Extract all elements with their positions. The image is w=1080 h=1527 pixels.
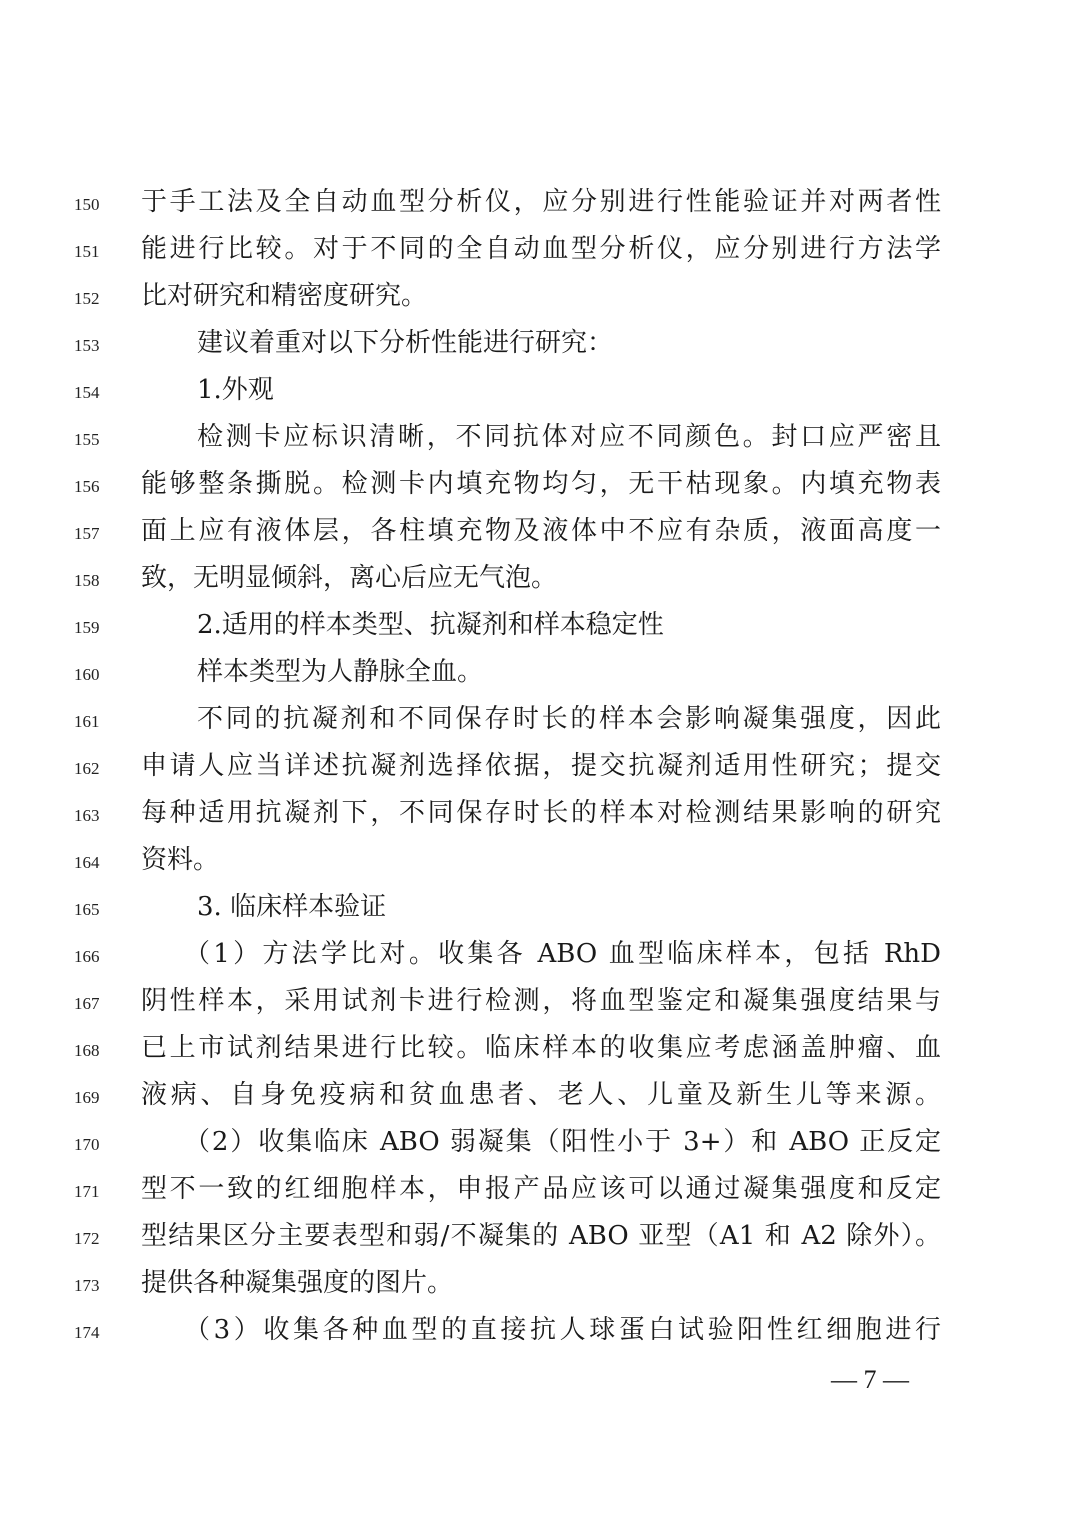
line-text: 资料。 [141, 845, 220, 875]
line-text: （3）收集各种血型的直接抗人球蛋白试验阳性红细胞进行 [184, 1315, 941, 1345]
line-number: 165 [74, 900, 100, 919]
line-number: 173 [74, 1276, 100, 1295]
line-text: 比对研究和精密度研究。 [141, 281, 428, 311]
text-line [0, 1262, 1080, 1309]
text-line [0, 1074, 1080, 1121]
text-line [0, 933, 1080, 980]
text-line [0, 1168, 1080, 1215]
text-line [0, 463, 1080, 510]
line-number: 160 [74, 665, 100, 684]
text-line [0, 604, 1080, 651]
line-text: 面上应有液体层，各柱填充物及液体中不应有杂质，液面高度一 [141, 516, 941, 546]
line-number: 166 [74, 947, 100, 966]
line-number: 151 [74, 242, 100, 261]
line-text: 于手工法及全自动血型分析仪，应分别进行性能验证并对两者性 [141, 187, 941, 217]
line-number: 174 [74, 1323, 100, 1342]
line-text: （2）收集临床 ABO 弱凝集（阳性小于 3+）和 ABO 正反定 [184, 1127, 941, 1157]
line-number: 163 [74, 806, 100, 825]
text-line [0, 886, 1080, 933]
line-number: 170 [74, 1135, 100, 1154]
line-text: 申请人应当详述抗凝剂选择依据，提交抗凝剂适用性研究；提交 [141, 751, 941, 781]
text-line [0, 322, 1080, 369]
line-text: 能够整条撕脱。检测卡内填充物均匀，无干枯现象。内填充物表 [141, 469, 941, 499]
text-line [0, 275, 1080, 322]
line-text: 每种适用抗凝剂下，不同保存时长的样本对检测结果影响的研究 [141, 798, 941, 828]
text-line [0, 1027, 1080, 1074]
text-line [0, 839, 1080, 886]
line-number: 150 [74, 195, 100, 214]
line-number: 161 [74, 712, 100, 731]
line-text: 提供各种凝集强度的图片。 [141, 1268, 454, 1298]
line-number: 162 [74, 759, 100, 778]
line-number: 159 [74, 618, 100, 637]
line-text: 型不一致的红细胞样本，申报产品应该可以通过凝集强度和反定 [141, 1174, 941, 1204]
text-line [0, 1309, 1080, 1356]
line-number: 157 [74, 524, 100, 543]
line-number: 172 [74, 1229, 100, 1248]
text-line [0, 698, 1080, 745]
line-text: 液病、自身免疫病和贫血患者、老人、儿童及新生儿等来源。 [141, 1080, 941, 1110]
line-number: 156 [74, 477, 100, 496]
line-text: 样本类型为人静脉全血。 [197, 657, 484, 687]
page-number: — 7 — [831, 1365, 909, 1394]
section-heading: 2.适用的样本类型、抗凝剂和样本稳定性 [197, 610, 664, 640]
line-number: 164 [74, 853, 100, 872]
line-number: 158 [74, 571, 100, 590]
line-number: 171 [74, 1182, 100, 1201]
line-number: 169 [74, 1088, 100, 1107]
line-text: 已上市试剂结果进行比较。临床样本的收集应考虑涵盖肿瘤、血 [141, 1033, 941, 1063]
line-number: 154 [74, 383, 100, 402]
line-number: 153 [74, 336, 100, 355]
line-text: 不同的抗凝剂和不同保存时长的样本会影响凝集强度，因此 [197, 704, 941, 734]
text-line [0, 651, 1080, 698]
line-text: 致，无明显倾斜，离心后应无气泡。 [141, 563, 558, 593]
text-line [0, 369, 1080, 416]
line-text: （1）方法学比对。收集各 ABO 血型临床样本，包括 RhD [184, 939, 941, 969]
text-line [0, 416, 1080, 463]
text-body [0, 181, 1080, 1356]
line-number: 155 [74, 430, 100, 449]
line-text: 阴性样本，采用试剂卡进行检测，将血型鉴定和凝集强度结果与 [141, 986, 941, 1016]
text-line [0, 1215, 1080, 1262]
section-heading: 1.外观 [197, 375, 274, 405]
line-number: 167 [74, 994, 100, 1013]
line-text: 能进行比较。对于不同的全自动血型分析仪，应分别进行方法学 [141, 234, 941, 264]
text-line [0, 557, 1080, 604]
text-line [0, 980, 1080, 1027]
line-text: 建议着重对以下分析性能进行研究： [197, 328, 614, 358]
line-number: 168 [74, 1041, 100, 1060]
section-heading: 3. 临床样本验证 [197, 892, 387, 922]
line-number: 152 [74, 289, 100, 308]
text-line [0, 181, 1080, 228]
line-text: 检测卡应标识清晰，不同抗体对应不同颜色。封口应严密且 [197, 422, 941, 452]
text-line [0, 1121, 1080, 1168]
text-line [0, 792, 1080, 839]
text-line [0, 228, 1080, 275]
line-text: 型结果区分主要表型和弱/不凝集的 ABO 亚型（A1 和 A2 除外）。 [141, 1221, 941, 1251]
text-line [0, 745, 1080, 792]
text-line [0, 510, 1080, 557]
